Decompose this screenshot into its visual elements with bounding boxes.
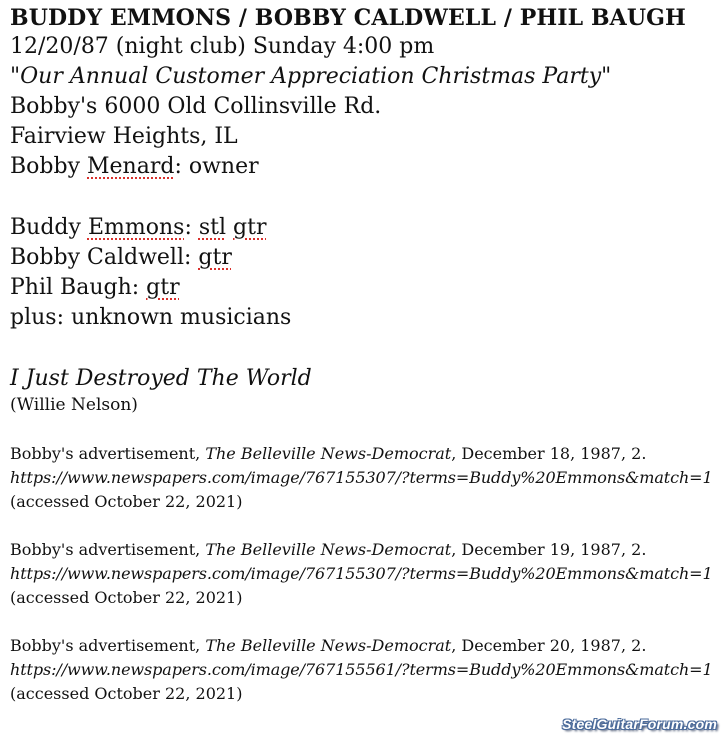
instrument: gtr	[233, 215, 267, 240]
separator: :	[184, 245, 199, 270]
musician-name: Bobby Caldwell	[10, 245, 184, 270]
spacer	[10, 610, 719, 634]
source-accessed: (accessed October 22, 2021)	[10, 684, 243, 703]
source-url[interactable]: https://www.newspapers.com/image/767155307/?terms=Buddy%20Emmons&match=1	[10, 468, 713, 487]
source-entry	[10, 634, 719, 706]
source-citation	[10, 538, 719, 562]
spacer	[10, 182, 719, 213]
event-name: "Our Annual Customer Appreciation Christmas Party"	[10, 64, 612, 89]
page-title: BUDDY EMMONS / BOBBY CALDWELL / PHIL BAUGH	[10, 5, 686, 31]
owner-line	[10, 152, 719, 182]
musician-line	[10, 213, 719, 243]
instrument: stl	[198, 215, 227, 240]
source-entry	[10, 442, 719, 514]
musician-line	[10, 243, 719, 273]
owner-name: Menard	[87, 154, 175, 179]
source-accessed: (accessed October 22, 2021)	[10, 588, 243, 607]
instrument: gtr	[198, 245, 232, 270]
document-page	[10, 4, 719, 706]
musician-name: Phil Baugh	[10, 275, 132, 300]
source-publication: The Belleville News-Democrat	[205, 444, 452, 463]
owner-suffix: : owner	[174, 154, 259, 179]
source-citation	[10, 634, 719, 658]
source-prefix: Bobby's advertisement,	[10, 636, 206, 655]
separator: :	[184, 215, 199, 240]
date-line: 12/20/87 (night club) Sunday 4:00 pm	[10, 34, 435, 59]
venue-line: Bobby's 6000 Old Collinsville Rd.	[10, 94, 382, 119]
site-watermark: SteelGuitarForum.com	[562, 716, 717, 732]
source-suffix: , December 18, 1987, 2.	[451, 444, 647, 463]
musician-name: Buddy	[10, 215, 88, 240]
source-entry	[10, 538, 719, 610]
spacer	[10, 416, 719, 442]
separator: :	[131, 275, 147, 300]
city-line: Fairview Heights, IL	[10, 124, 238, 149]
source-accessed: (accessed October 22, 2021)	[10, 492, 243, 511]
song-writer: (Willie Nelson)	[10, 395, 138, 415]
song-title: I Just Destroyed The World	[10, 366, 312, 391]
musician-name-flagged: Emmons	[87, 215, 185, 240]
instrument: gtr	[146, 275, 180, 300]
source-suffix: , December 20, 1987, 2.	[451, 636, 647, 655]
musicians-extra: plus: unknown musicians	[10, 305, 292, 330]
source-suffix: , December 19, 1987, 2.	[451, 540, 647, 559]
spacer	[10, 333, 719, 364]
source-prefix: Bobby's advertisement,	[10, 540, 206, 559]
spacer	[10, 514, 719, 538]
source-prefix: Bobby's advertisement,	[10, 444, 206, 463]
owner-prefix: Bobby	[10, 154, 87, 179]
source-publication: The Belleville News-Democrat	[205, 540, 452, 559]
source-publication: The Belleville News-Democrat	[205, 636, 452, 655]
source-citation	[10, 442, 719, 466]
source-url[interactable]: https://www.newspapers.com/image/767155307/?terms=Buddy%20Emmons&match=1	[10, 564, 713, 583]
source-url[interactable]: https://www.newspapers.com/image/767155561/?terms=Buddy%20Emmons&match=1	[10, 660, 713, 679]
musician-line	[10, 273, 719, 303]
